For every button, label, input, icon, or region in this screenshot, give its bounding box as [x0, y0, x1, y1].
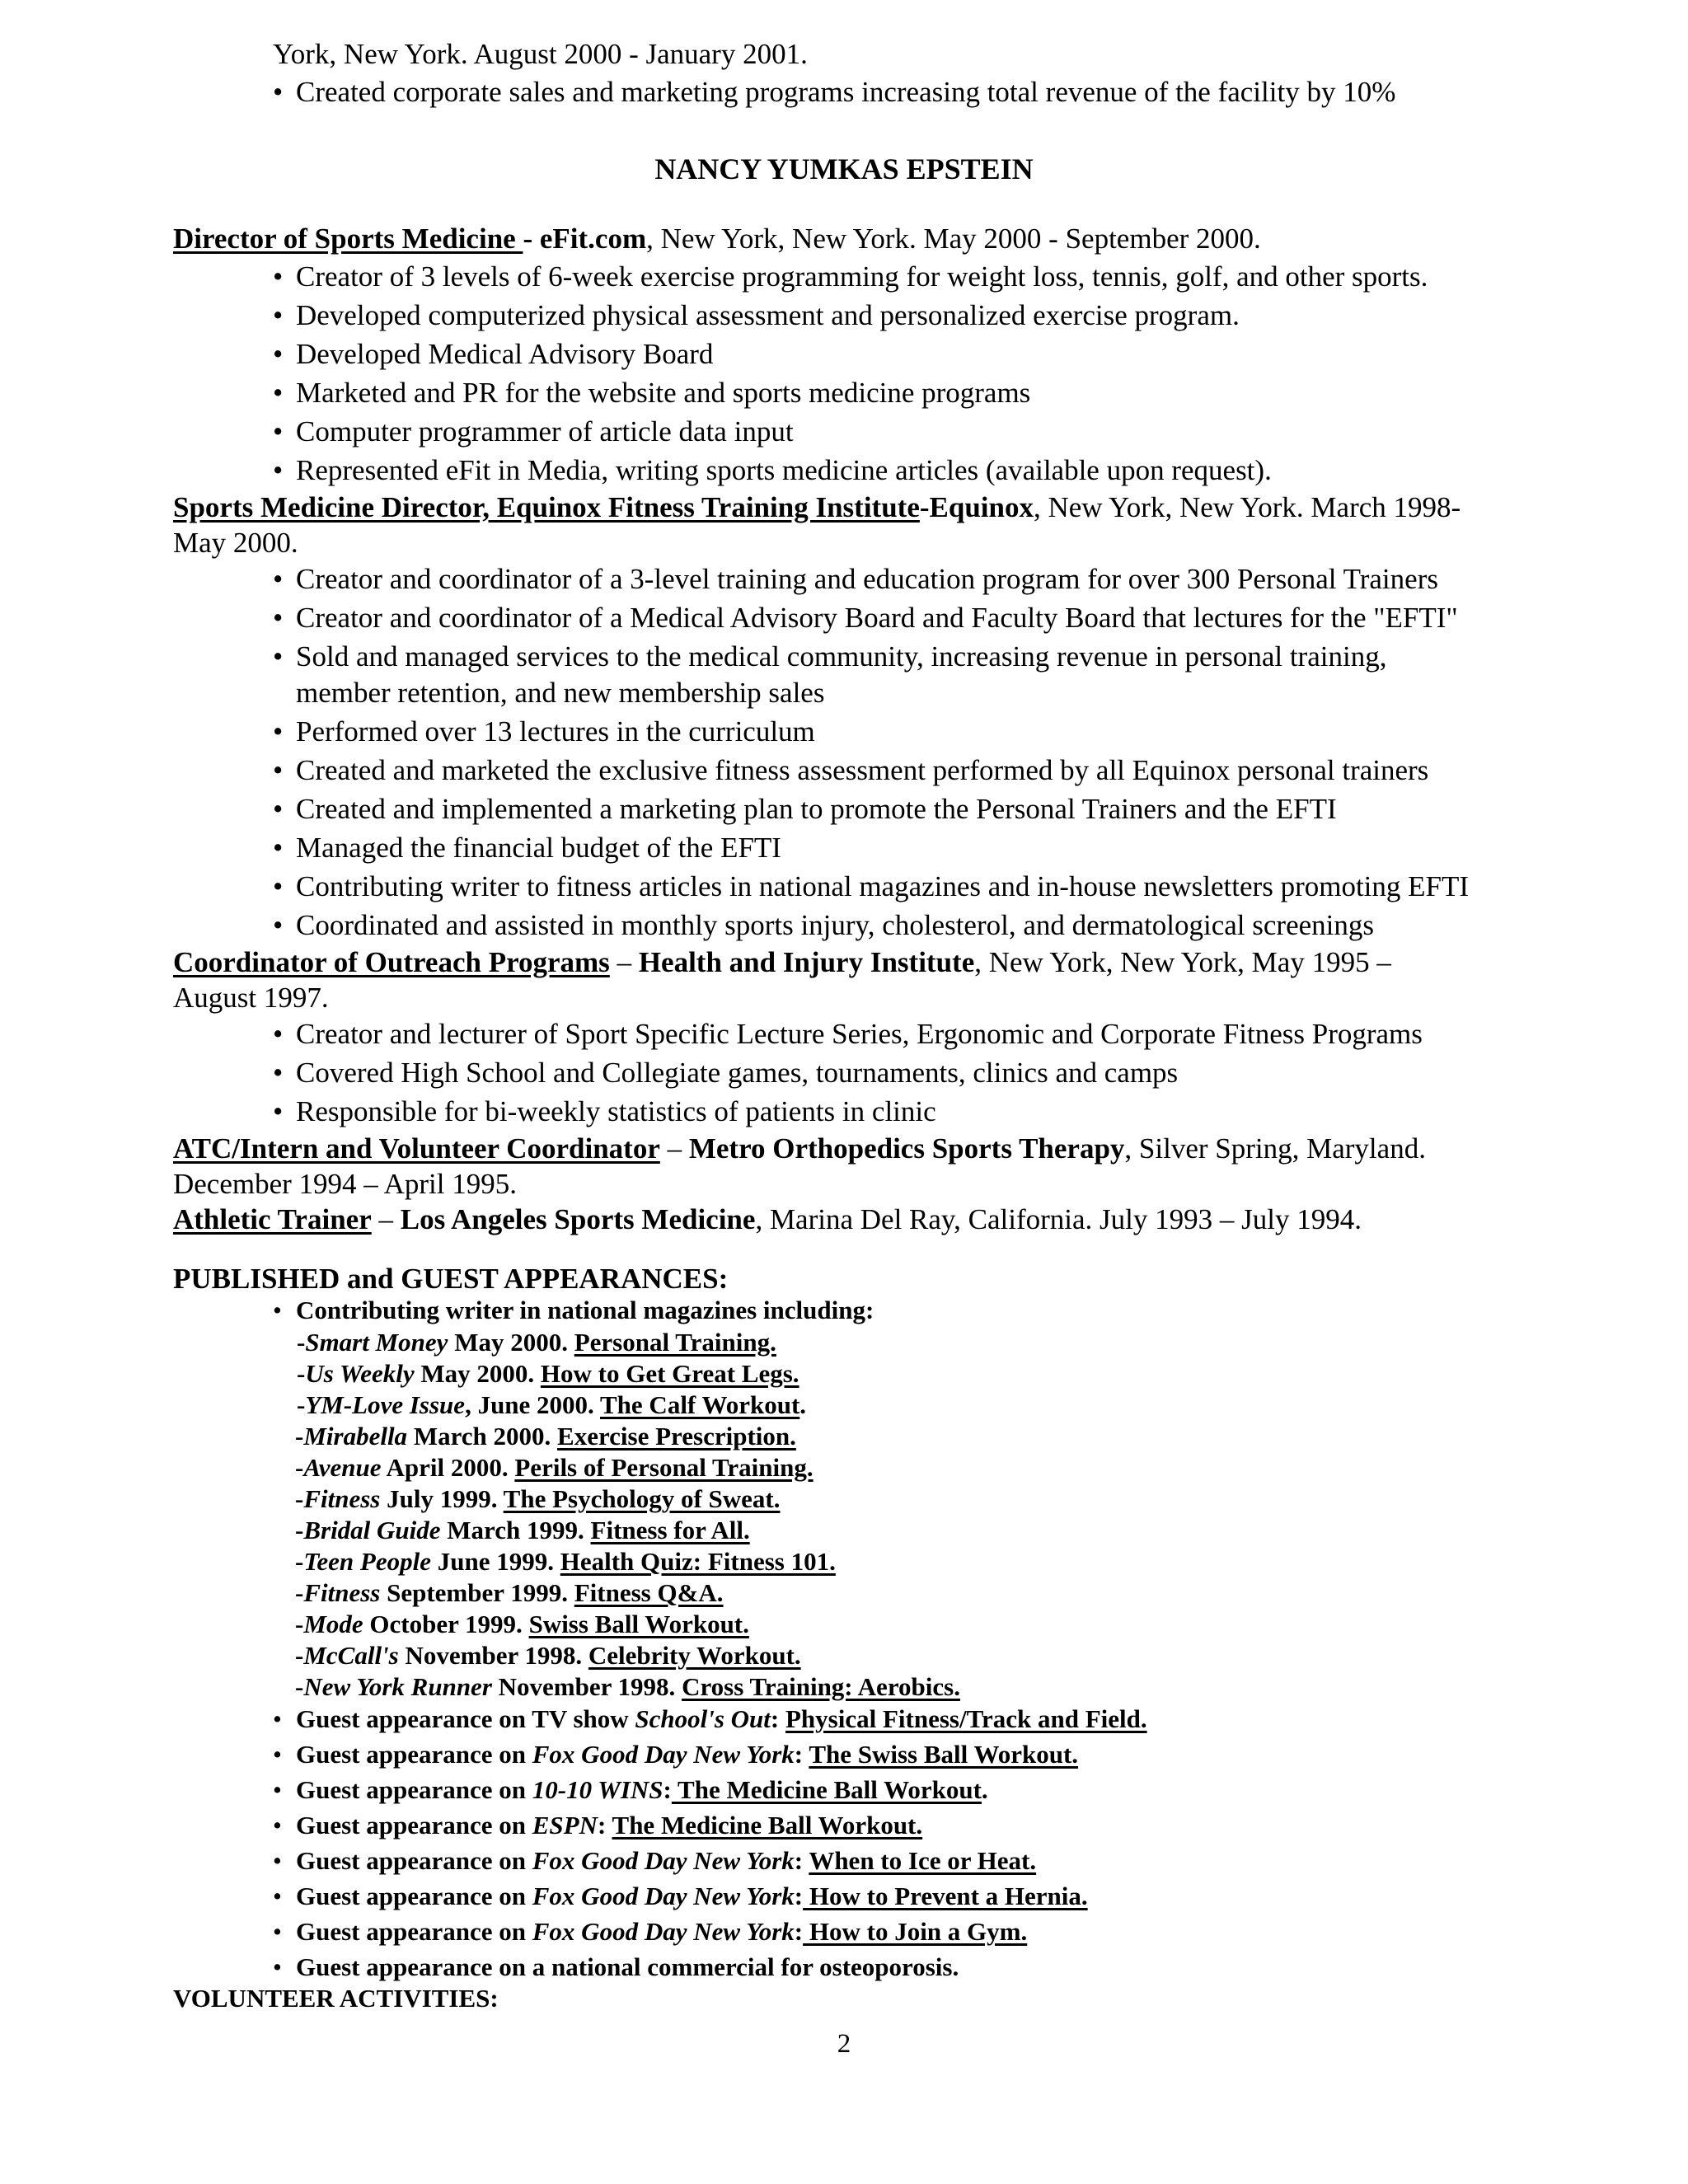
guest-pre: Guest appearance on	[296, 1882, 532, 1910]
pub-date: June 1999.	[431, 1547, 560, 1576]
guest-topic: The Medicine Ball Workout.	[612, 1811, 923, 1840]
guest-pre: Guest appearance on	[296, 1740, 532, 1769]
article-title: How to Get Great Legs.	[540, 1359, 799, 1388]
bullet-glyph: •	[273, 832, 284, 864]
pub-date: October 1999.	[363, 1610, 529, 1638]
bullet-text: Responsible for bi-weekly statistics of patients in clinic	[296, 1095, 936, 1127]
guest-sep: :	[794, 1917, 804, 1946]
magazine-item	[297, 1357, 799, 1390]
job-sep: –	[609, 946, 639, 978]
guest-pre: Guest appearance on TV show	[296, 1704, 635, 1733]
article-title: Perils of Personal Training.	[514, 1453, 814, 1482]
job-details-cont: December 1994 – April 1995.	[173, 1168, 517, 1200]
guest-sep: :	[598, 1811, 612, 1840]
magazine-item	[295, 1451, 814, 1483]
magazine-item	[295, 1483, 780, 1515]
bullet-glyph: •	[273, 260, 284, 293]
publication: Mode	[303, 1610, 363, 1638]
bullet-glyph: •	[273, 715, 284, 748]
guest-pre: Guest appearance on	[296, 1917, 532, 1946]
bullet-item	[273, 1844, 1559, 1877]
bullet-text: Creator and coordinator of a 3-level training and education program for over 300 Personal Trainers	[296, 563, 1438, 595]
bullet-text: Creator and lecturer of Sport Specific Lecture Series, Ergonomic and Corporate Fitness Programs	[296, 1018, 1423, 1050]
dash: -	[295, 1484, 304, 1513]
job-heading-lasm	[173, 1202, 1525, 1238]
article-tail: .	[799, 1390, 807, 1419]
bullet-item	[273, 74, 1559, 110]
bullet-item	[273, 1703, 1559, 1735]
show-name: Fox Good Day New York	[532, 1740, 795, 1769]
magazine-item	[295, 1420, 796, 1452]
job-sep: –	[371, 1203, 401, 1235]
bullet-item	[273, 1294, 1559, 1326]
guest-topic: When to Ice or Heat.	[809, 1846, 1037, 1875]
bullet-item	[273, 298, 1559, 334]
bullet-glyph: •	[273, 1057, 284, 1089]
bullet-text: Guest appearance on a national commercial for osteoporosis.	[296, 1952, 959, 1981]
bullet-item	[273, 600, 1559, 636]
bullet-glyph: •	[273, 1846, 282, 1875]
job-sep: -	[523, 223, 540, 255]
publication: Mirabella	[303, 1422, 408, 1451]
bullet-glyph: •	[273, 793, 284, 825]
bullet-item	[273, 869, 1559, 905]
guest-topic: The Swiss Ball Workout.	[809, 1740, 1079, 1769]
bullet-item	[273, 1951, 1559, 1983]
bullet-text	[296, 1809, 1559, 1841]
bullet-glyph: •	[273, 602, 284, 634]
bullet-glyph: •	[273, 415, 284, 448]
bullet-text: Created corporate sales and marketing programs increasing total revenue of the facility by 10%	[296, 76, 1396, 108]
bullet-text	[296, 1703, 1559, 1735]
job-details: , New York, New York. March 1998-	[1033, 491, 1461, 523]
bullet-text: Created and marketed the exclusive fitness assessment performed by all Equinox personal trainers	[296, 754, 1429, 786]
bullet-glyph: •	[273, 1740, 282, 1769]
bullet-text: Represented eFit in Media, writing sports medicine articles (available upon request).	[296, 454, 1272, 486]
bullet-text: Marketed and PR for the website and sports medicine programs	[296, 377, 1031, 409]
pub-date: May 2000.	[414, 1359, 541, 1388]
bullet-glyph: •	[273, 1018, 284, 1050]
job-details: , New York, New York, May 1995 –	[974, 946, 1391, 978]
guest-sep: :	[770, 1704, 785, 1733]
job-details: , Marina Del Ray, California. July 1993 – July 1994.	[755, 1203, 1362, 1235]
dash: -	[295, 1422, 304, 1451]
job-heading-equinox	[173, 490, 1525, 526]
job-details: , Silver Spring, Maryland.	[1124, 1132, 1426, 1165]
magazine-item	[295, 1545, 836, 1577]
dash: -	[295, 1453, 304, 1482]
bullet-item	[273, 752, 1559, 789]
bullet-glyph: •	[273, 909, 284, 941]
magazine-item	[295, 1608, 749, 1640]
magazine-item	[295, 1671, 960, 1703]
pub-date: March 2000.	[407, 1422, 558, 1451]
bullet-text	[296, 1915, 1559, 1947]
dash: -	[295, 1516, 304, 1544]
publication: McCall's	[303, 1641, 399, 1670]
bullet-item	[273, 452, 1559, 489]
bullet-glyph: •	[273, 377, 284, 409]
bullet-item	[273, 375, 1559, 411]
dash: -	[297, 1328, 306, 1357]
bullet-text: Developed computerized physical assessment and personalized exercise program.	[296, 299, 1240, 331]
bullet-text	[296, 1774, 1559, 1806]
dash: -	[295, 1547, 304, 1576]
article-title: The Calf Workout	[600, 1390, 800, 1419]
bullet-glyph: •	[273, 1882, 282, 1910]
bullet-text: Performed over 13 lectures in the curriculum	[296, 715, 815, 748]
publication: New York Runner	[303, 1672, 492, 1701]
job-title: Coordinator of Outreach Programs	[173, 946, 610, 978]
guest-pre: Guest appearance on	[296, 1811, 532, 1840]
bullet-item	[273, 1774, 1559, 1806]
bullet-text: Coordinated and assisted in monthly sports injury, cholesterol, and dermatological screenings	[296, 909, 1375, 941]
bullet-text: Creator of 3 levels of 6-week exercise programming for weight loss, tennis, golf, and other sports.	[296, 260, 1428, 293]
bullet-glyph: •	[273, 1296, 282, 1324]
pub-date: May 2000.	[448, 1328, 574, 1357]
bullet-item	[273, 336, 1559, 373]
bullet-glyph: •	[273, 454, 284, 486]
show-name: Fox Good Day New York	[532, 1846, 795, 1875]
bullet-glyph: •	[273, 870, 284, 902]
publication: Smart Money	[305, 1328, 448, 1357]
show-name: 10-10 WINS	[532, 1775, 663, 1804]
bullet-item	[273, 259, 1559, 295]
guest-topic: The Medicine Ball Workout	[671, 1775, 982, 1804]
dash: -	[297, 1359, 306, 1388]
bullet-text: Contributing writer to fitness articles in national magazines and in-house newsletters promoting EFTI	[296, 870, 1470, 902]
bullet-text: Managed the financial budget of the EFTI	[296, 832, 781, 864]
job-heading-efit	[173, 221, 1525, 257]
bullet-glyph: •	[273, 338, 284, 370]
bullet-item	[273, 714, 1559, 750]
publication: YM-Love Issue	[305, 1390, 466, 1419]
bullet-item	[273, 1016, 1559, 1052]
bullet-item	[273, 1094, 1559, 1130]
publication: Bridal Guide	[303, 1516, 441, 1544]
bullet-item	[273, 791, 1559, 827]
bullet-glyph: •	[273, 1095, 284, 1127]
bullet-text: Developed Medical Advisory Board	[296, 338, 714, 370]
dash: -	[295, 1610, 304, 1638]
pub-date: April 2000.	[381, 1453, 515, 1482]
job-sep: –	[659, 1132, 689, 1165]
job-title: Director of Sports Medicine	[173, 223, 523, 255]
job-heading-hii	[173, 944, 1525, 981]
magazine-item	[295, 1514, 750, 1546]
article-title: Celebrity Workout.	[588, 1641, 801, 1670]
pub-date: November 1998.	[398, 1641, 588, 1670]
article-title: The Psychology of Sweat.	[503, 1484, 781, 1513]
dash: -	[295, 1672, 304, 1701]
bullet-glyph: •	[273, 1775, 282, 1804]
bullet-text: Covered High School and Collegiate games, tournaments, clinics and camps	[296, 1057, 1179, 1089]
publication: Fitness	[303, 1578, 381, 1607]
dash: -	[295, 1641, 304, 1670]
guest-topic: How to Prevent a Hernia.	[803, 1882, 1088, 1910]
publication: Teen People	[303, 1547, 431, 1576]
guest-sep: :	[794, 1740, 809, 1769]
person-name: NANCY YUMKAS EPSTEIN	[654, 152, 1034, 185]
magazine-item	[295, 1639, 801, 1671]
job-company: eFit.com	[539, 223, 647, 255]
bullet-item	[273, 1055, 1559, 1091]
bullet-item	[273, 561, 1559, 598]
pub-date: November 1998.	[491, 1672, 682, 1701]
guest-topic: Physical Fitness/Track and Field.	[785, 1704, 1147, 1733]
bullet-text: Sold and managed services to the medical community, increasing revenue in personal training,	[296, 640, 1387, 673]
bullet-text	[296, 1844, 1559, 1877]
job-title: Athletic Trainer	[173, 1203, 372, 1235]
bullet-item	[273, 830, 1559, 866]
bullet-item	[273, 1738, 1559, 1770]
article-title: Cross Training: Aerobics.	[682, 1672, 960, 1701]
bullet-glyph: •	[273, 1917, 282, 1946]
guest-topic: How to Join a Gym.	[803, 1917, 1028, 1946]
bullet-text: Creator and coordinator of a Medical Advisory Board and Faculty Board that lectures for the "EFTI"	[296, 602, 1458, 634]
publication: Us Weekly	[305, 1359, 415, 1388]
pub-date: March 1999.	[440, 1516, 591, 1544]
bullet-glyph: •	[273, 640, 284, 673]
article-title: Swiss Ball Workout.	[528, 1610, 749, 1638]
bullet-text: Created and implemented a marketing plan to promote the Personal Trainers and the EFTI	[296, 793, 1337, 825]
article-title: Fitness for All.	[590, 1516, 750, 1544]
bullet-item	[273, 1809, 1559, 1841]
intro-line: York, New York. August 2000 - January 2001.	[273, 38, 808, 70]
guest-sep: :	[663, 1775, 672, 1804]
show-name: School's Out	[635, 1704, 771, 1733]
job-company: Los Angeles Sports Medicine	[400, 1203, 756, 1235]
bullet-text	[296, 1880, 1559, 1912]
dash: -	[297, 1390, 306, 1419]
job-details: , New York, New York. May 2000 - September 2000.	[646, 223, 1261, 255]
article-title: Exercise Prescription.	[557, 1422, 796, 1451]
bullet-text: Contributing writer in national magazines including:	[296, 1296, 874, 1324]
article-title: Health Quiz: Fitness 101.	[560, 1547, 836, 1576]
pub-date: July 1999.	[380, 1484, 504, 1513]
job-company: Health and Injury Institute	[638, 946, 975, 978]
page-number: 2	[837, 2029, 851, 2059]
bullet-glyph: •	[273, 1704, 282, 1733]
guest-sep: :	[794, 1846, 809, 1875]
publication: Avenue	[303, 1453, 382, 1482]
bullet-text-cont: member retention, and new membership sales	[296, 677, 825, 709]
job-heading-metro	[173, 1131, 1525, 1167]
job-details-cont: May 2000.	[173, 527, 298, 559]
job-company: -Equinox	[919, 491, 1034, 523]
publication: Fitness	[303, 1484, 381, 1513]
bullet-glyph: •	[273, 563, 284, 595]
guest-sep: :	[794, 1882, 804, 1910]
guest-pre: Guest appearance on	[296, 1846, 532, 1875]
magazine-item	[295, 1577, 724, 1609]
pub-date: , June 2000.	[465, 1390, 600, 1419]
bullet-text: Computer programmer of article data input	[296, 415, 794, 448]
bullet-glyph: •	[273, 1811, 282, 1840]
job-title: Sports Medicine Director, Equinox Fitness Training Institute	[173, 491, 920, 523]
bullet-item	[273, 639, 1559, 711]
show-name: Fox Good Day New York	[532, 1882, 795, 1910]
show-name: ESPN	[532, 1811, 598, 1840]
job-title: ATC/Intern and Volunteer Coordinator	[173, 1132, 660, 1165]
bullet-item	[273, 414, 1559, 450]
bullet-glyph: •	[273, 76, 284, 108]
guest-tail: .	[981, 1775, 988, 1804]
pub-date: September 1999.	[380, 1578, 574, 1607]
bullet-item	[273, 1880, 1559, 1912]
bullet-item	[273, 907, 1559, 944]
magazine-item	[297, 1326, 776, 1358]
bullet-glyph: •	[273, 299, 284, 331]
section-heading-published: PUBLISHED and GUEST APPEARANCES:	[173, 1263, 729, 1295]
job-company: Metro Orthopedics Sports Therapy	[688, 1132, 1125, 1165]
article-title: Personal Training.	[574, 1328, 776, 1357]
dash: -	[295, 1578, 304, 1607]
article-title: Fitness Q&A.	[574, 1578, 724, 1607]
bullet-text	[296, 1738, 1559, 1770]
guest-pre: Guest appearance on	[296, 1775, 532, 1804]
bullet-glyph: •	[273, 754, 284, 786]
show-name: Fox Good Day New York	[532, 1917, 795, 1946]
section-heading-volunteer: VOLUNTEER ACTIVITIES:	[173, 1984, 499, 2013]
job-details-cont: August 1997.	[173, 982, 329, 1014]
magazine-item	[297, 1389, 806, 1421]
bullet-item	[273, 1915, 1559, 1947]
bullet-glyph: •	[273, 1952, 282, 1981]
